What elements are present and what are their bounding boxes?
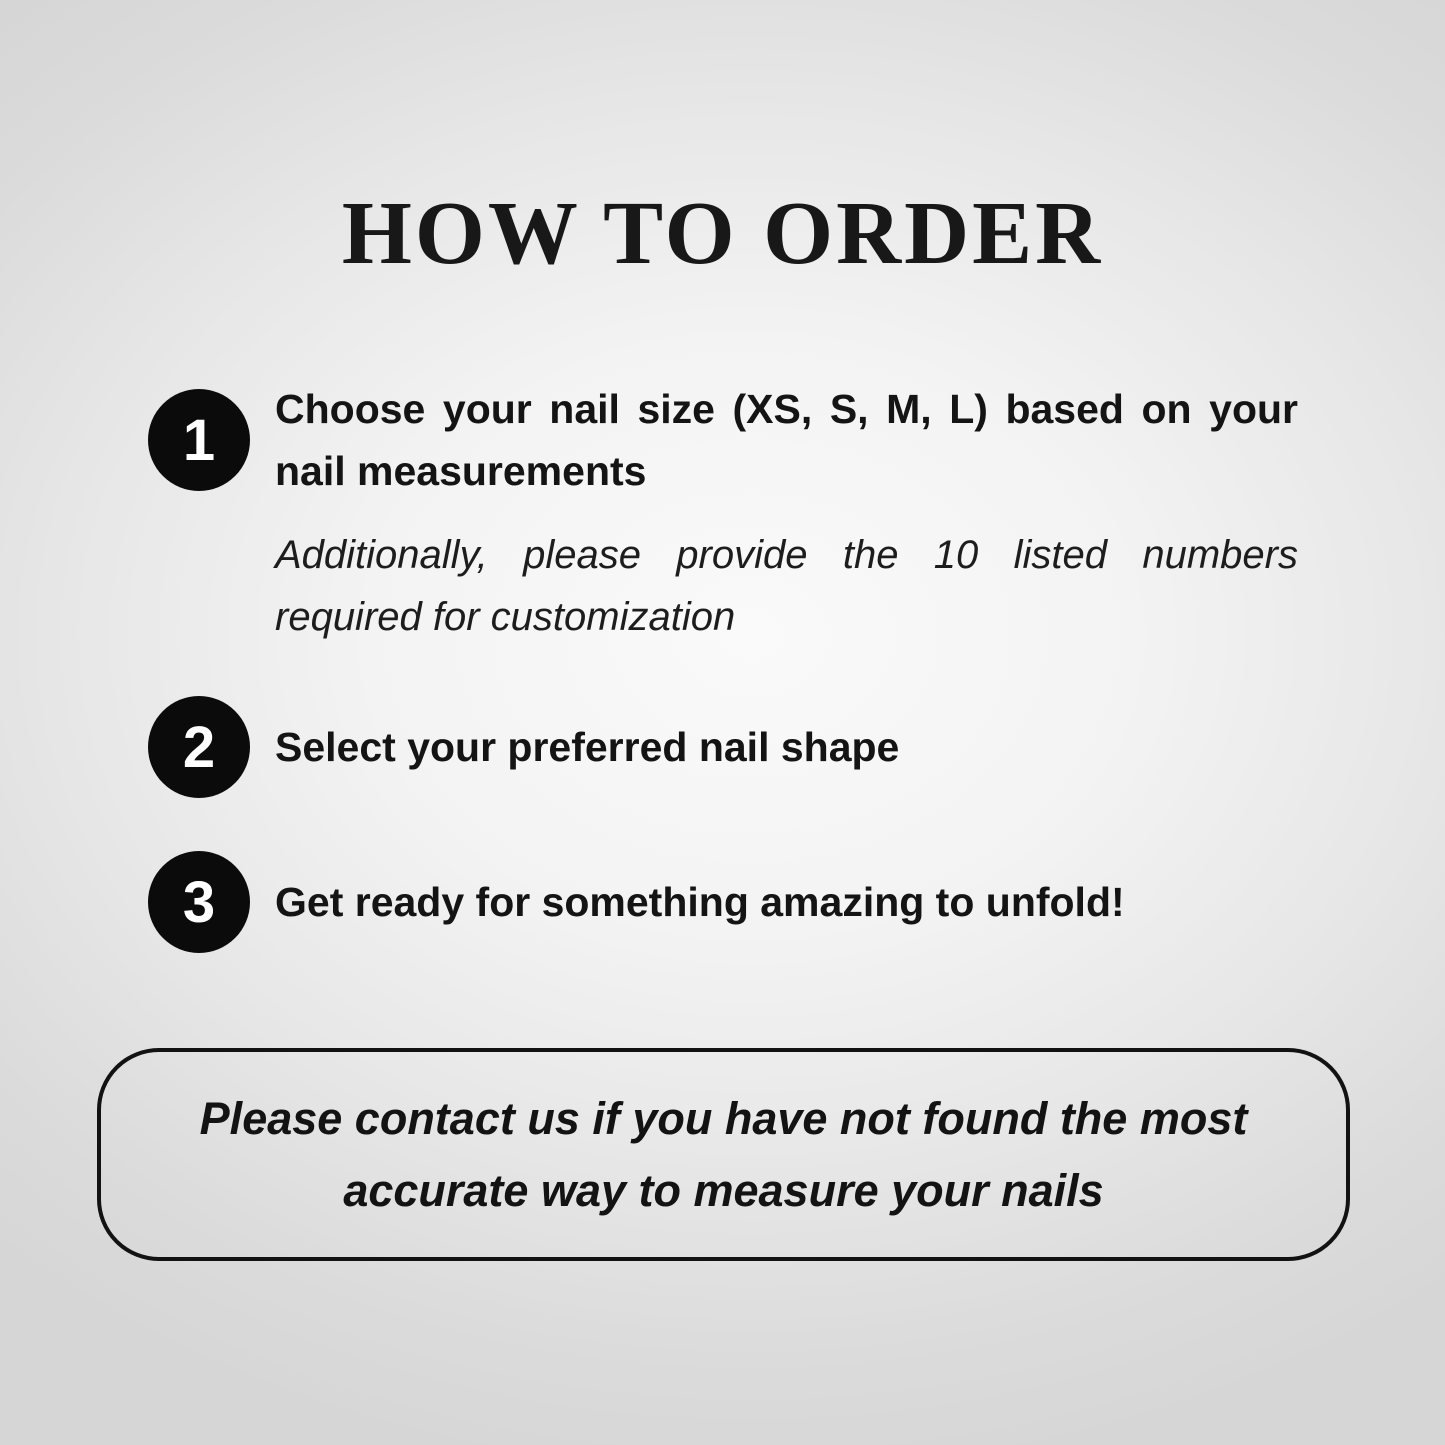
step-1-note: Additionally, please provide the 10 listed numbers required for customization (275, 533, 1298, 639)
page-title: HOW TO ORDER (341, 184, 1104, 283)
step-3-text: Get ready for something amazing to unfold! (275, 879, 1125, 925)
step-3-number: 3 (182, 869, 216, 935)
step-1-number: 1 (182, 407, 216, 473)
step-3-number-badge (148, 851, 250, 953)
step-2 (148, 696, 1298, 798)
step-1-number-badge (148, 389, 250, 491)
steps-list (148, 378, 1298, 953)
step-3 (148, 851, 1298, 953)
step-1 (148, 378, 1298, 502)
step-2-number: 2 (182, 714, 216, 780)
contact-note-text: Please contact us if you have not found the most accurate way to measure your nails (199, 1092, 1248, 1216)
step-1-text: Choose your nail size (XS, S, M, L) based on your nail measurements (275, 386, 1298, 494)
step-2-text: Select your preferred nail shape (275, 724, 900, 770)
contact-note-box (97, 1048, 1350, 1261)
step-2-number-badge (148, 696, 250, 798)
